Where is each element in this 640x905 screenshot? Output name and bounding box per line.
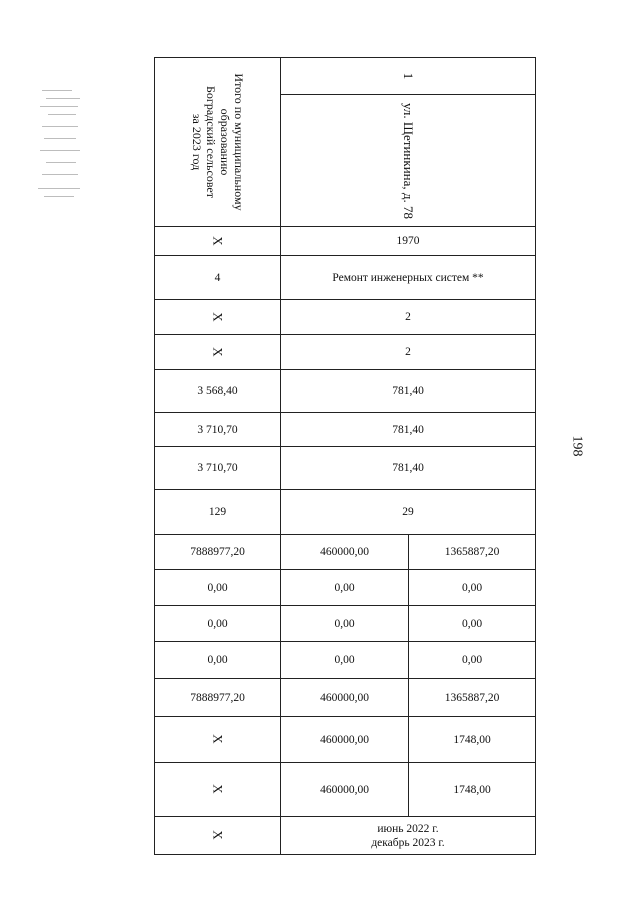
value: 29 — [281, 490, 536, 535]
value: 0,00 — [409, 642, 536, 679]
value: 781,40 — [281, 413, 536, 447]
year-value: 1970 — [281, 227, 536, 256]
value: 1748,00 — [409, 763, 536, 817]
value: 781,40 — [281, 447, 536, 490]
table-row — [155, 717, 536, 763]
value: 460000,00 — [281, 763, 409, 817]
row-number: 1 — [401, 72, 416, 80]
total-value: 129 — [155, 490, 281, 535]
total-header-cell — [155, 58, 281, 227]
value: 460000,00 — [281, 717, 409, 763]
table-row — [155, 300, 536, 335]
table-row — [155, 606, 536, 642]
address: ул. Щетинкина, д. 78 — [401, 102, 416, 219]
total-value: 7888977,20 — [155, 679, 281, 717]
value: 0,00 — [281, 642, 409, 679]
table-row — [155, 227, 536, 256]
total-value: 0,00 — [155, 570, 281, 606]
table-row — [155, 413, 536, 447]
total-value: X — [210, 830, 226, 840]
period-value — [281, 817, 536, 855]
total-value: 3 710,70 — [155, 447, 281, 490]
value: 460000,00 — [281, 679, 409, 717]
table-row — [155, 490, 536, 535]
value: 2 — [281, 300, 536, 335]
total-value: X — [210, 734, 226, 744]
value: 1748,00 — [409, 717, 536, 763]
value: 1365887,20 — [409, 679, 536, 717]
total-value: 4 — [155, 256, 281, 300]
value: 1365887,20 — [409, 535, 536, 570]
work-type-value: Ремонт инженерных систем ** — [281, 256, 536, 300]
table-row — [155, 642, 536, 679]
table-row — [155, 58, 536, 95]
total-value: X — [210, 235, 226, 246]
total-value: 3 710,70 — [155, 413, 281, 447]
table-row — [155, 370, 536, 413]
period-start: июнь 2022 г. — [377, 822, 439, 835]
table-row — [155, 256, 536, 300]
value: 0,00 — [281, 606, 409, 642]
table-row — [155, 763, 536, 817]
total-value: 0,00 — [155, 642, 281, 679]
scan-artifact — [38, 88, 82, 200]
period-end: декабрь 2023 г. — [371, 836, 445, 849]
table-row — [155, 335, 536, 370]
value: 0,00 — [281, 570, 409, 606]
value: 2 — [281, 335, 536, 370]
value: 460000,00 — [281, 535, 409, 570]
total-header-label: Итого по муниципальному образованию Боградский сельсовет за 2023 год — [189, 73, 246, 211]
page-number: 198 — [569, 435, 585, 457]
table-row — [155, 447, 536, 490]
table-row — [155, 535, 536, 570]
table-row — [155, 817, 536, 855]
table-row — [155, 570, 536, 606]
value: 0,00 — [409, 606, 536, 642]
data-table — [154, 57, 536, 855]
total-value: X — [210, 311, 226, 322]
row-number-cell — [281, 58, 536, 95]
value: 781,40 — [281, 370, 536, 413]
table-row — [155, 679, 536, 717]
address-cell — [281, 95, 536, 227]
total-value: X — [210, 346, 226, 357]
total-value: 3 568,40 — [155, 370, 281, 413]
total-value: 7888977,20 — [155, 535, 281, 570]
total-value: 0,00 — [155, 606, 281, 642]
value: 0,00 — [409, 570, 536, 606]
total-value: X — [210, 784, 226, 794]
